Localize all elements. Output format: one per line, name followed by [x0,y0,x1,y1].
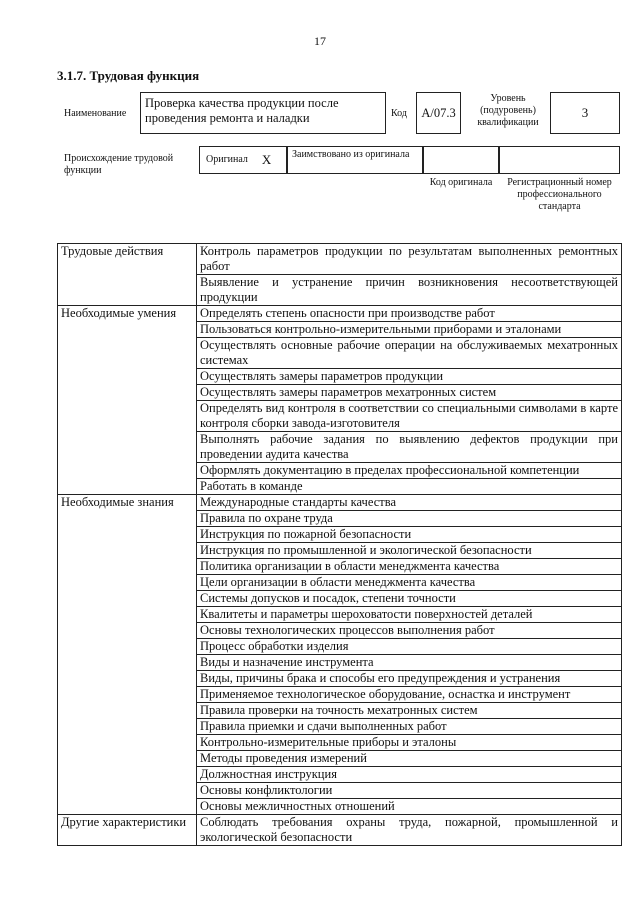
category-cell: Трудовые действия [58,244,197,306]
item-cell: Международные стандарты качества [197,495,622,511]
category-cell: Необходимые умения [58,306,197,495]
item-cell: Контрольно-измерительные приборы и эталоны [197,735,622,751]
name-label: Наименование [64,108,127,119]
original-label: Оригинал [206,154,248,165]
item-cell: Правила приемки и сдачи выполненных работ [197,719,622,735]
item-cell: Правила проверки на точность мехатронных систем [197,703,622,719]
item-cell: Оформлять документацию в пределах профессиональной компетенции [197,463,622,479]
item-cell: Виды, причины брака и способы его предупреждения и устранения [197,671,622,687]
function-table [57,243,622,846]
item-cell: Соблюдать требования охраны труда, пожарной, промышленной и экологической безопасности [197,815,622,846]
item-cell: Определять вид контроля в соответствии со специальными символами в карте контроля сборки завода-изготовителя [197,401,622,432]
item-cell: Основы межличностных отношений [197,799,622,815]
item-cell: Системы допусков и посадок, степени точности [197,591,622,607]
original-mark: X [261,152,272,167]
item-cell: Работать в команде [197,479,622,495]
item-cell: Определять степень опасности при производстве работ [197,306,622,322]
item-cell: Виды и назначение инструмента [197,655,622,671]
item-cell: Выявление и устранение причин возникновения несоответствующей продукции [197,275,622,306]
item-cell: Цели организации в области менеджмента качества [197,575,622,591]
page-number: 17 [314,34,326,48]
origin-label: Происхождение трудовой функции [64,153,174,176]
category-cell: Необходимые знания [58,495,197,815]
code-original-label: Код оригинала [429,177,493,188]
code-value: A/07.3 [416,92,461,134]
item-cell: Правила по охране труда [197,511,622,527]
item-cell: Применяемое технологическое оборудование, оснастка и инструмент [197,687,622,703]
item-cell: Инструкция по пожарной безопасности [197,527,622,543]
level-label: Уровень (подуровень) квалификации [477,93,539,128]
code-label: Код [391,108,407,119]
item-cell: Основы конфликтологии [197,783,622,799]
name-value: Проверка качества продукции после проведения ремонта и наладки [140,92,386,134]
item-cell: Инструкция по промышленной и экологической безопасности [197,543,622,559]
item-cell: Методы проведения измерений [197,751,622,767]
table-row [58,306,622,322]
item-cell: Политика организации в области менеджмента качества [197,559,622,575]
item-cell: Осуществлять замеры параметров мехатронных систем [197,385,622,401]
item-cell: Основы технологических процессов выполнения работ [197,623,622,639]
code-original-cell [423,146,499,174]
table-row [58,244,622,275]
item-cell: Пользоваться контрольно-измерительными приборами и эталонами [197,322,622,338]
table-row [58,815,622,846]
reg-number-cell [499,146,620,174]
category-cell: Другие характеристики [58,815,197,846]
item-cell: Процесс обработки изделия [197,639,622,655]
item-cell: Выполнять рабочие задания по выявлению дефектов продукции при проведении аудита качества [197,432,622,463]
original-cell [199,146,287,174]
item-cell: Осуществлять замеры параметров продукции [197,369,622,385]
reg-number-label: Регистрационный номер профессионального стандарта [507,177,612,212]
item-cell: Квалитеты и параметры шероховатости поверхностей деталей [197,607,622,623]
borrowed-cell: Заимствовано из оригинала [287,146,423,174]
item-cell: Осуществлять основные рабочие операции на обслуживаемых мехатронных системах [197,338,622,369]
section-title: 3.1.7. Трудовая функция [57,68,200,83]
table-row [58,495,622,511]
item-cell: Должностная инструкция [197,767,622,783]
item-cell: Контроль параметров продукции по результатам выполненных ремонтных работ [197,244,622,275]
level-value: 3 [550,92,620,134]
